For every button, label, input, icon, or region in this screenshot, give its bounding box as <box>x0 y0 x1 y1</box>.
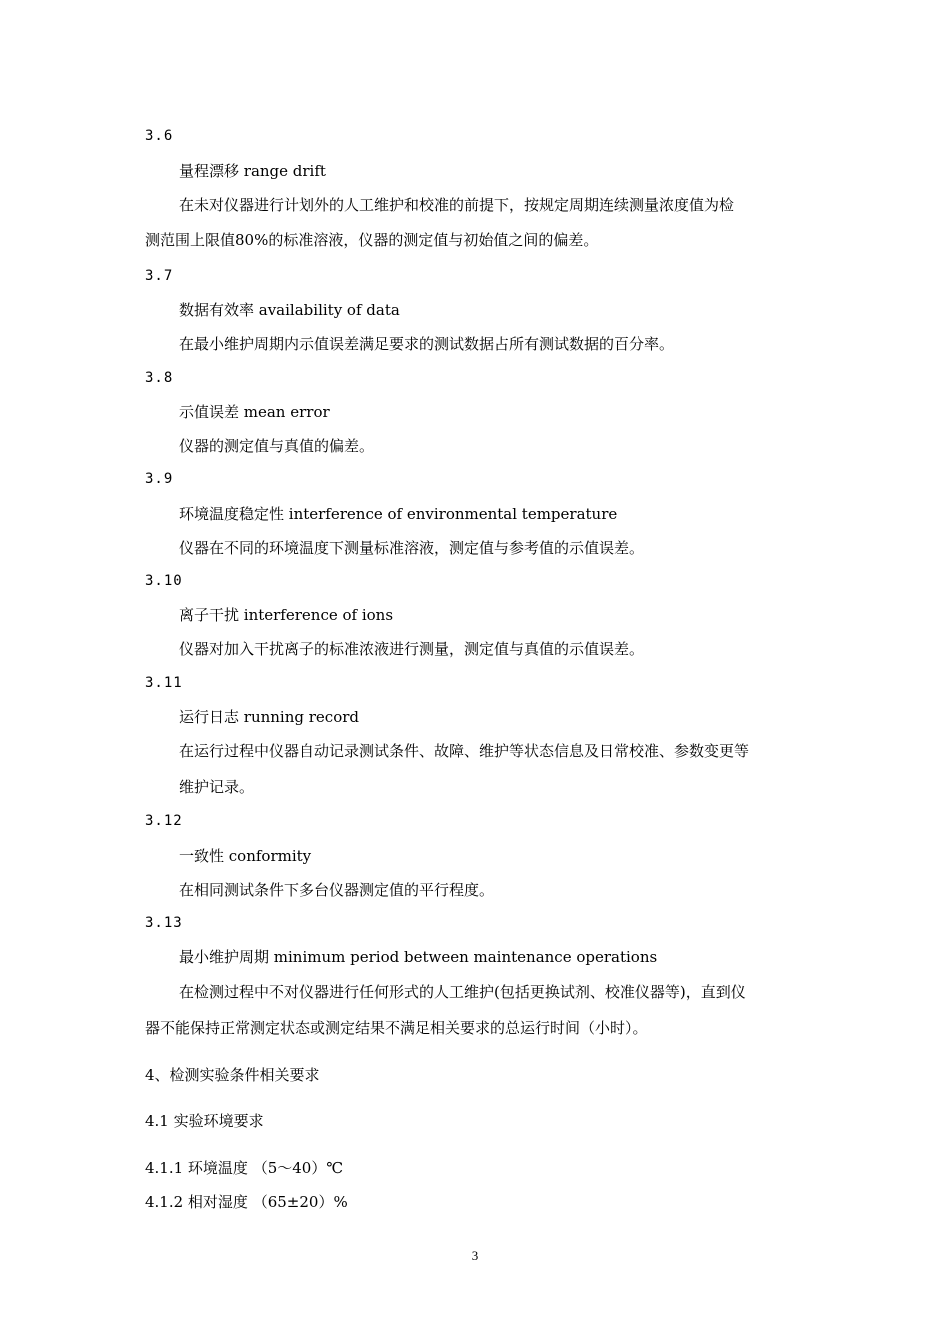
term-title: 环境温度稳定性 interference of environmental temperature <box>179 505 618 523</box>
section-number: 3.10 <box>145 573 183 589</box>
term-title: 量程漂移 range drift <box>179 162 326 180</box>
definition-line: 在运行过程中仪器自动记录测试条件、故障、维护等状态信息及日常校准、参数变更等 <box>179 742 750 760</box>
definition-line: 测范围上限值80%的标准溶液，仪器的测定值与初始值之间的偏差。 <box>145 231 599 249</box>
term-title: 最小维护周期 minimum period between maintenance operations <box>179 948 658 966</box>
section-number: 3.6 <box>145 128 174 144</box>
section-number: 3.13 <box>145 915 183 931</box>
term-title: 数据有效率 availability of data <box>179 301 400 319</box>
requirement-item: 4.1.1 环境温度 （5～40）℃ <box>145 1159 344 1177</box>
term-title: 运行日志 running record <box>179 708 360 726</box>
chapter-heading: 4、检测实验条件相关要求 <box>145 1066 320 1084</box>
definition-line: 在相同测试条件下多台仪器测定值的平行程度。 <box>179 881 495 899</box>
definition-line: 在检测过程中不对仪器进行任何形式的人工维护(包括更换试剂、校准仪器等)，直到仪 <box>179 983 746 1001</box>
definition-line: 器不能保持正常测定状态或测定结果不满足相关要求的总运行时间（小时）。 <box>145 1019 648 1037</box>
term-title: 示值误差 mean error <box>179 403 330 421</box>
section-number: 3.9 <box>145 471 174 487</box>
definition-line: 在最小维护周期内示值误差满足要求的测试数据占所有测试数据的百分率。 <box>179 335 675 353</box>
definition-line: 仪器的测定值与真值的偏差。 <box>179 437 375 455</box>
subsection-heading: 4.1 实验环境要求 <box>145 1112 264 1130</box>
term-title: 离子干扰 interference of ions <box>179 606 394 624</box>
term-title: 一致性 conformity <box>179 847 312 865</box>
definition-line: 在未对仪器进行计划外的人工维护和校准的前提下，按规定周期连续测量浓度值为检 <box>179 196 735 214</box>
section-number: 3.8 <box>145 370 174 386</box>
section-number: 3.12 <box>145 813 183 829</box>
section-number: 3.7 <box>145 268 174 284</box>
section-number: 3.11 <box>145 675 183 691</box>
definition-line: 仪器在不同的环境温度下测量标准溶液，测定值与参考值的示值误差。 <box>179 539 645 557</box>
requirement-item: 4.1.2 相对湿度 （65±20）% <box>145 1193 348 1211</box>
definition-line: 维护记录。 <box>179 778 255 796</box>
page-number: 3 <box>471 1248 479 1263</box>
definition-line: 仪器对加入干扰离子的标准浓液进行测量，测定值与真值的示值误差。 <box>179 640 645 658</box>
